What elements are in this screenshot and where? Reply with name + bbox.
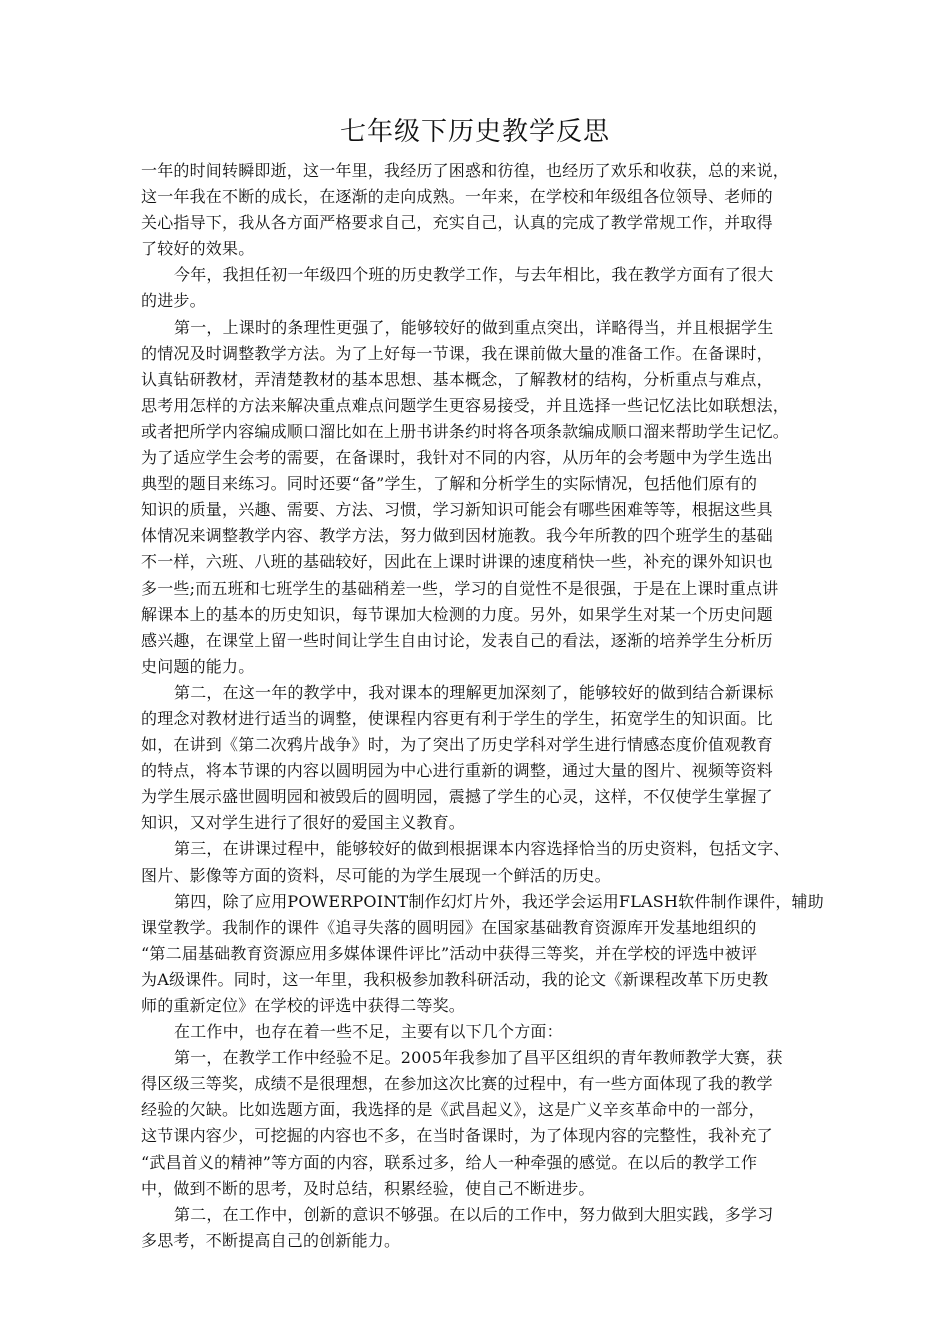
body-text-line: 知识，又对学生进行了很好的爱国主义教育。 xyxy=(141,813,466,833)
body-text-line: “第二届基础教育资源应用多媒体课件评比”活动中获得三等奖，并在学校的评选中被评 xyxy=(141,943,758,963)
document-title: 七年级下历史教学反思 xyxy=(339,117,610,147)
body-text-line: 第一，在教学工作中经验不足。2005年我参加了昌平区组织的青年教师教学大赛，获 xyxy=(174,1048,783,1068)
body-text-line: 史问题的能力。 xyxy=(141,656,255,676)
body-text-line: 多思考，不断提高自己的创新能力。 xyxy=(141,1230,401,1250)
body-text-line: 为了适应学生会考的需要，在备课时，我针对不同的内容，从历年的会考题中为学生选出 xyxy=(141,448,773,468)
body-text-line: 多一些;而五班和七班学生的基础稍差一些，学习的自觉性不是很强，于是在上课时重点讲 xyxy=(141,578,779,598)
body-text-line: 为学生展示盛世圆明园和被毁后的圆明园，震撼了学生的心灵，这样，不仅使学生掌握了 xyxy=(141,787,773,807)
body-text-line: 思考用怎样的方法来解决重点难点问题学生更容易接受，并且选择一些记忆法比如联想法， xyxy=(141,395,790,415)
body-text-line: 不一样，六班、八班的基础较好，因此在上课时讲课的速度稍快一些，补充的课外知识也 xyxy=(141,552,773,572)
body-text-line: 如，在讲到《第二次鸦片战争》时，为了突出了历史学科对学生进行情感态度价值观教育 xyxy=(141,735,773,755)
body-text-line: 知识的质量，兴趣、需要、方法、习惯，学习新知识可能会有哪些困难等等，根据这些具 xyxy=(141,500,773,520)
body-text-line: 的特点，将本节课的内容以圆明园为中心进行重新的调整，通过大量的图片、视频等资料 xyxy=(141,761,773,781)
body-text-line: 感兴趣，在课堂上留一些时间让学生自由讨论，发表自己的看法，逐渐的培养学生分析历 xyxy=(141,630,773,650)
body-text-line: 为A级课件。同时，这一年里，我积极参加教科研活动，我的论文《新课程改革下历史教 xyxy=(141,969,769,989)
body-text-line: 图片、影像等方面的资料，尽可能的为学生展现一个鲜活的历史。 xyxy=(141,865,611,885)
body-text-line: 在工作中，也存在着一些不足，主要有以下几个方面： xyxy=(174,1022,563,1042)
body-text-line: 课堂教学。我制作的课件《追寻失落的圆明园》在国家基础教育资源库开发基地组织的 xyxy=(141,917,757,937)
body-text-line: 认真钻研教材，弄清楚教材的基本思想、基本概念，了解教材的结构，分析重点与难点， xyxy=(141,369,773,389)
body-text-line: 这节课内容少，可挖掘的内容也不多，在当时备课时，为了体现内容的完整性，我补充了 xyxy=(141,1126,773,1146)
body-text-line: 这一年我在不断的成长，在逐渐的走向成熟。一年来，在学校和年级组各位领导、老师的 xyxy=(141,187,773,207)
body-text-line: 的进步。 xyxy=(141,291,206,311)
body-text-line: 关心指导下，我从各方面严格要求自己，充实自己，认真的完成了教学常规工作，并取得 xyxy=(141,213,773,233)
body-text-line: 中，做到不断的思考，及时总结，积累经验，使自己不断进步。 xyxy=(141,1178,595,1198)
body-text-line: 或者把所学内容编成顺口溜比如在上册书讲条约时将各项条款编成顺口溜来帮助学生记忆。 xyxy=(141,421,790,441)
body-text-line: 经验的欠缺。比如选题方面，我选择的是《武昌起义》，这是广义辛亥革命中的一部分， xyxy=(141,1100,765,1120)
body-text-line: 第四，除了应用POWERPOINT制作幻灯片外，我还学会运用FLASH软件制作课件，辅助 xyxy=(174,891,824,911)
body-text-line: 一年的时间转瞬即逝，这一年里，我经历了困惑和彷徨，也经历了欢乐和收获，总的来说， xyxy=(141,161,790,180)
document-body xyxy=(141,158,831,1254)
body-text-line: 第一，上课时的条理性更强了，能够较好的做到重点突出，详略得当，并且根据学生 xyxy=(174,317,774,337)
body-text-line: 解课本上的基本的历史知识，每节课加大检测的力度。另外，如果学生对某一个历史问题 xyxy=(141,604,773,624)
body-text-line: 典型的题目来练习。同时还要“备”学生，了解和分析学生的实际情况，包括他们原有的 xyxy=(141,474,758,494)
body-text-line: 今年，我担任初一年级四个班的历史教学工作，与去年相比，我在教学方面有了很大 xyxy=(174,265,774,285)
body-text-line: 了较好的效果。 xyxy=(141,239,255,259)
body-text-line: 第三，在讲课过程中，能够较好的做到根据课本内容选择恰当的历史资料，包括文字、 xyxy=(174,839,790,859)
body-text-line: 的理念对教材进行适当的调整，使课程内容更有利于学生的学生，拓宽学生的知识面。比 xyxy=(141,708,773,728)
body-text-line: 得区级三等奖，成绩不是很理想，在参加这次比赛的过程中，有一些方面体现了我的教学 xyxy=(141,1074,773,1094)
body-text-line: 师的重新定位》在学校的评选中获得二等奖。 xyxy=(141,996,466,1015)
body-text-line: “武昌首义的精神”等方面的内容，联系过多，给人一种牵强的感觉。在以后的教学工作 xyxy=(141,1152,758,1172)
body-text-line: 体情况来调整教学内容、教学方法，努力做到因材施教。我今年所教的四个班学生的基础 xyxy=(141,526,773,546)
body-text-line: 第二，在工作中，创新的意识不够强。在以后的工作中，努力做到大胆实践，多学习 xyxy=(174,1204,774,1224)
body-text-line: 第二，在这一年的教学中，我对课本的理解更加深刻了，能够较好的做到结合新课标 xyxy=(174,682,774,702)
body-text-line: 的情况及时调整教学方法。为了上好每一节课，我在课前做大量的准备工作。在备课时， xyxy=(141,343,773,363)
